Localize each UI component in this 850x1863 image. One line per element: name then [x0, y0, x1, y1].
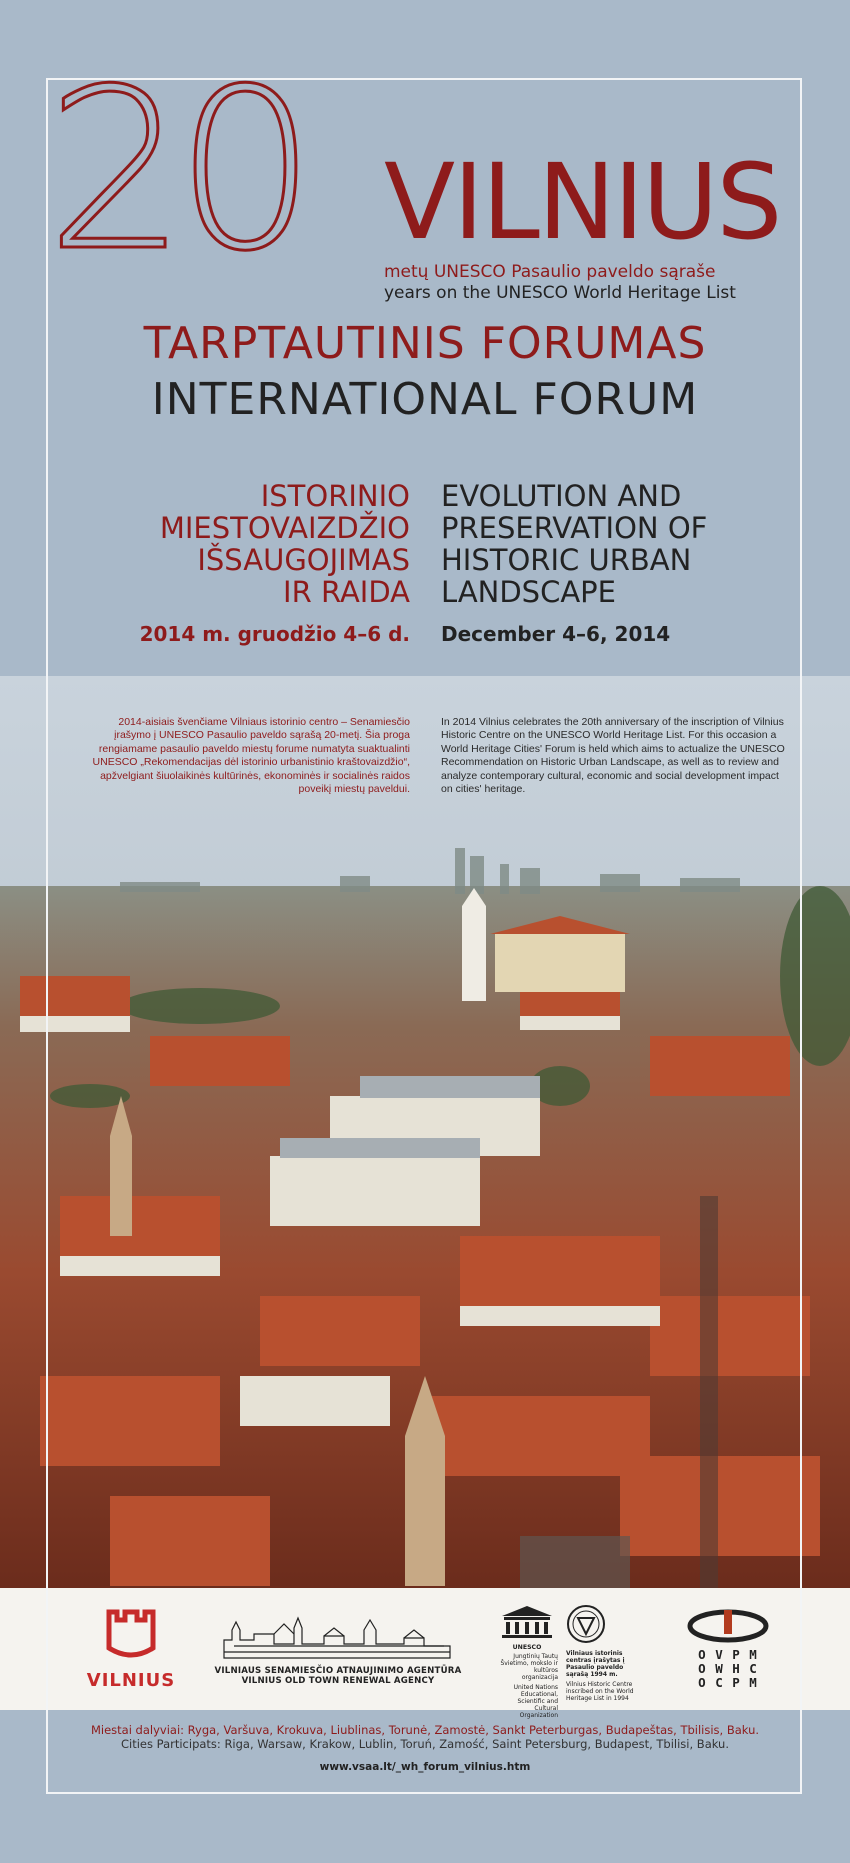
- agency-name-lt: VILNIAUS SENAMIESČIO ATNAUJINIMO AGENTŪRA: [214, 1666, 462, 1676]
- date-en: December 4–6, 2014: [441, 622, 671, 646]
- participating-cities-en: Cities Participats: Riga, Warsaw, Krakow, Lublin, Toruń, Zamość, Saint Petersburg, Budapest, Tbilisi, Baku.: [121, 1737, 729, 1751]
- castle-icon: [76, 1606, 186, 1666]
- theme-lt-line: IR RAIDA: [283, 575, 410, 609]
- theme-en-line: EVOLUTION AND: [441, 479, 682, 513]
- vilnius-logo-label: VILNIUS: [86, 1670, 176, 1691]
- intro-text-lt: 2014-aisiais švenčiame Vilniaus istorinio centro – Senamiesčio įrašymo į UNESCO Pasaulio paveldo sąrašą 20-metį. Šia proga rengiamame pasaulio paveldo miestų forume numatyta suaktualinti UNESCO „Rekomendacijas dėl istorinio urbanistinio kraštovaizdžio“, apžvelgiant šiuolaikinės kultūrinės, ekonominės ir socialinės raidos poveikį miestų paveldui.: [92, 716, 410, 796]
- theme-lt-line: IŠSAUGOJIMAS: [197, 543, 410, 577]
- theme-lt: [160, 480, 410, 608]
- theme-en-line: HISTORIC URBAN: [441, 543, 692, 577]
- temple-icon: [496, 1604, 558, 1640]
- theme-lt-line: MIESTOVAIZDŽIO: [159, 511, 410, 545]
- intro-text-en: In 2014 Vilnius celebrates the 20th anniversary of the inscription of Vilnius Historic Centre on the UNESCO World Heritage List. For this occasion a World Heritage Cities' Forum is held which aims to actualize the UNESCO Recommendation on Historic Urban Landscape, as well as to review and analyze contemporary cultural, economic and social development impact on cities' heritage.: [441, 716, 785, 796]
- partner-logos: [0, 1588, 850, 1719]
- forum-title-en: INTERNATIONAL FORUM: [151, 374, 699, 425]
- forum-title-lt: TARPTAUTINIS FORUMAS: [143, 318, 707, 369]
- anniversary-number: 20: [46, 42, 305, 300]
- subtitle-lt: metų UNESCO Pasaulio paveldo sąraše: [384, 262, 716, 282]
- agency-logo[interactable]: [214, 1610, 462, 1686]
- world-heritage-logo[interactable]: [566, 1604, 646, 1702]
- unesco-name-en: United Nations Educational, Scientific and Cultural Organization: [513, 1684, 558, 1719]
- theme-en-line: PRESERVATION OF: [441, 511, 708, 545]
- subtitle-en: years on the UNESCO World Heritage List: [384, 283, 736, 303]
- agency-name-en: VILNIUS OLD TOWN RENEWAL AGENCY: [241, 1676, 435, 1686]
- unesco-name-lt: Jungtinių Tautų Švietimo, mokslo ir kultūros organizacija: [500, 1653, 558, 1681]
- city-aerial-photo: [0, 676, 850, 1588]
- theme-lt-line: ISTORINIO: [260, 479, 410, 513]
- whc-text-en: Vilnius Historic Centre inscribed on the World Heritage List in 1994: [566, 1681, 634, 1702]
- theme-en-line: LANDSCAPE: [441, 575, 616, 609]
- city-title: VILNIUS: [384, 141, 781, 263]
- theme-en: [441, 480, 707, 608]
- world-heritage-emblem-icon: [566, 1604, 606, 1644]
- ovpm-row: O V P M: [698, 1647, 758, 1662]
- ovpm-row: O W H C: [698, 1661, 758, 1676]
- ovpm-logo[interactable]: [686, 1608, 770, 1690]
- old-town-skyline-icon: [214, 1610, 462, 1662]
- website-link[interactable]: www.vsaa.lt/_wh_forum_vilnius.htm: [319, 1761, 531, 1773]
- ovpm-row: O C P M: [698, 1675, 758, 1690]
- vilnius-logo[interactable]: [76, 1606, 186, 1691]
- ovpm-emblem-icon: [686, 1608, 770, 1644]
- unesco-logo[interactable]: [496, 1604, 558, 1719]
- participating-cities-lt: Miestai dalyviai: Ryga, Varšuva, Krokuva, Liublinas, Torunė, Zamostė, Sankt Peterburgas, Budapeštas, Tbilisis, Baku.: [90, 1723, 760, 1737]
- date-lt: 2014 m. gruodžio 4–6 d.: [139, 622, 410, 646]
- unesco-mark-text: UNESCO: [512, 1644, 542, 1651]
- whc-text-lt: Vilniaus istorinis centras įrašytas į Pasaulio paveldo sąrašą 1994 m.: [566, 1650, 625, 1678]
